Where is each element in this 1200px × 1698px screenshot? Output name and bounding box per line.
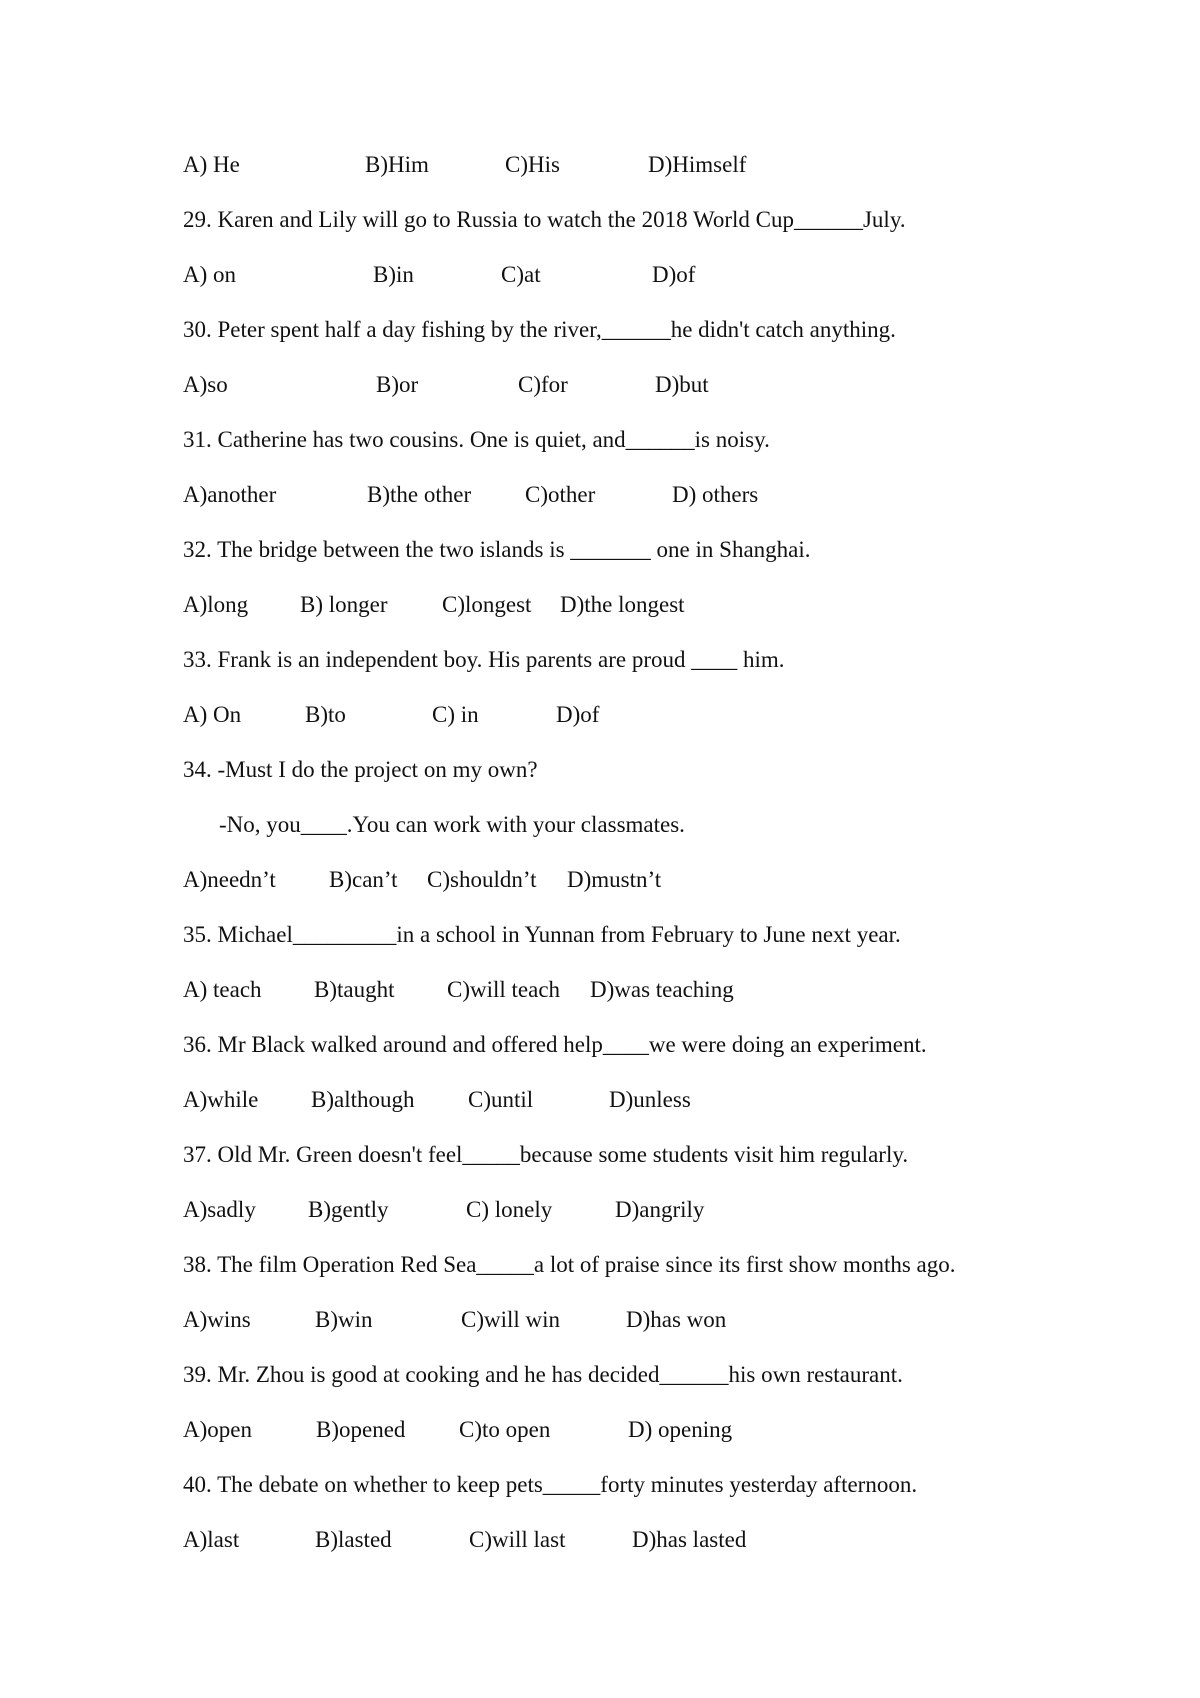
option-b: B)or xyxy=(376,372,419,397)
option-a: A)sadly xyxy=(183,1197,256,1222)
option-b: B)can’t xyxy=(329,867,398,892)
option-d: D)of xyxy=(556,702,600,727)
q40-text: 40. The debate on whether to keep pets_____forty minutes yesterday afternoon. xyxy=(183,1472,918,1497)
option-c: C)longest xyxy=(442,592,532,617)
option-d: D) others xyxy=(672,482,759,507)
option-a: A) teach xyxy=(183,977,262,1002)
option-c: C)for xyxy=(518,372,568,397)
option-a: A)last xyxy=(183,1527,240,1552)
option-a: A)long xyxy=(183,592,249,617)
option-c: C)to open xyxy=(459,1417,551,1442)
option-c: C)shouldn’t xyxy=(427,867,537,892)
option-a: A)so xyxy=(183,372,228,397)
option-b: B)lasted xyxy=(315,1527,392,1552)
option-d: D)of xyxy=(652,262,696,287)
option-b: B)win xyxy=(315,1307,373,1332)
q30-text: 30. Peter spent half a day fishing by the river,______he didn't catch anything. xyxy=(183,317,896,342)
q35-text: 35. Michael_________in a school in Yunnan from February to June next year. xyxy=(183,922,901,947)
option-b: B)opened xyxy=(316,1417,406,1442)
option-b: B)the other xyxy=(367,482,472,507)
option-b: B)Him xyxy=(365,152,429,177)
q29-text: 29. Karen and Lily will go to Russia to watch the 2018 World Cup______July. xyxy=(183,207,906,232)
option-d: D)angrily xyxy=(615,1197,705,1222)
option-d: D)has won xyxy=(626,1307,727,1332)
option-a: A)open xyxy=(183,1417,252,1442)
q33-text: 33. Frank is an independent boy. His parents are proud ____ him. xyxy=(183,647,785,672)
option-a: A) on xyxy=(183,262,237,287)
option-c: C)other xyxy=(525,482,596,507)
option-b: B)in xyxy=(373,262,414,287)
q31-text: 31. Catherine has two cousins. One is quiet, and______is noisy. xyxy=(183,427,770,452)
option-c: C)will teach xyxy=(447,977,561,1002)
option-a: A) On xyxy=(183,702,242,727)
q32-text: 32. The bridge between the two islands is _______ one in Shanghai. xyxy=(183,537,811,562)
option-a: A)another xyxy=(183,482,277,507)
q39-text: 39. Mr. Zhou is good at cooking and he has decided______his own restaurant. xyxy=(183,1362,903,1387)
q34-reply: -No, you____.You can work with your classmates. xyxy=(219,812,685,837)
option-c: C)at xyxy=(501,262,541,287)
option-a: A)needn’t xyxy=(183,867,276,892)
option-a: A)wins xyxy=(183,1307,251,1332)
option-c: C)will win xyxy=(461,1307,561,1332)
option-d: D)has lasted xyxy=(632,1527,747,1552)
q36-text: 36. Mr Black walked around and offered help____we were doing an experiment. xyxy=(183,1032,927,1057)
option-a: A) He xyxy=(183,152,240,177)
option-d: D)but xyxy=(655,372,709,397)
option-d: D)Himself xyxy=(648,152,747,177)
option-b: B)to xyxy=(305,702,346,727)
option-b: B)although xyxy=(311,1087,415,1112)
option-c: C)His xyxy=(505,152,560,177)
option-c: C) lonely xyxy=(466,1197,553,1222)
q34-text: 34. -Must I do the project on my own? xyxy=(183,757,538,782)
option-d: D)unless xyxy=(609,1087,691,1112)
option-c: C)until xyxy=(468,1087,534,1112)
q37-text: 37. Old Mr. Green doesn't feel_____because some students visit him regularly. xyxy=(183,1142,909,1167)
q38-text: 38. The film Operation Red Sea_____a lot of praise since its first show months ago. xyxy=(183,1252,956,1277)
option-d: D)the longest xyxy=(560,592,685,617)
option-c: C)will last xyxy=(469,1527,566,1552)
option-d: D)mustn’t xyxy=(567,867,662,892)
option-b: B) longer xyxy=(300,592,388,617)
option-d: D)was teaching xyxy=(590,977,734,1002)
option-b: B)gently xyxy=(308,1197,389,1222)
option-b: B)taught xyxy=(314,977,395,1002)
option-d: D) opening xyxy=(628,1417,733,1442)
option-c: C) in xyxy=(432,702,479,727)
option-a: A)while xyxy=(183,1087,259,1112)
